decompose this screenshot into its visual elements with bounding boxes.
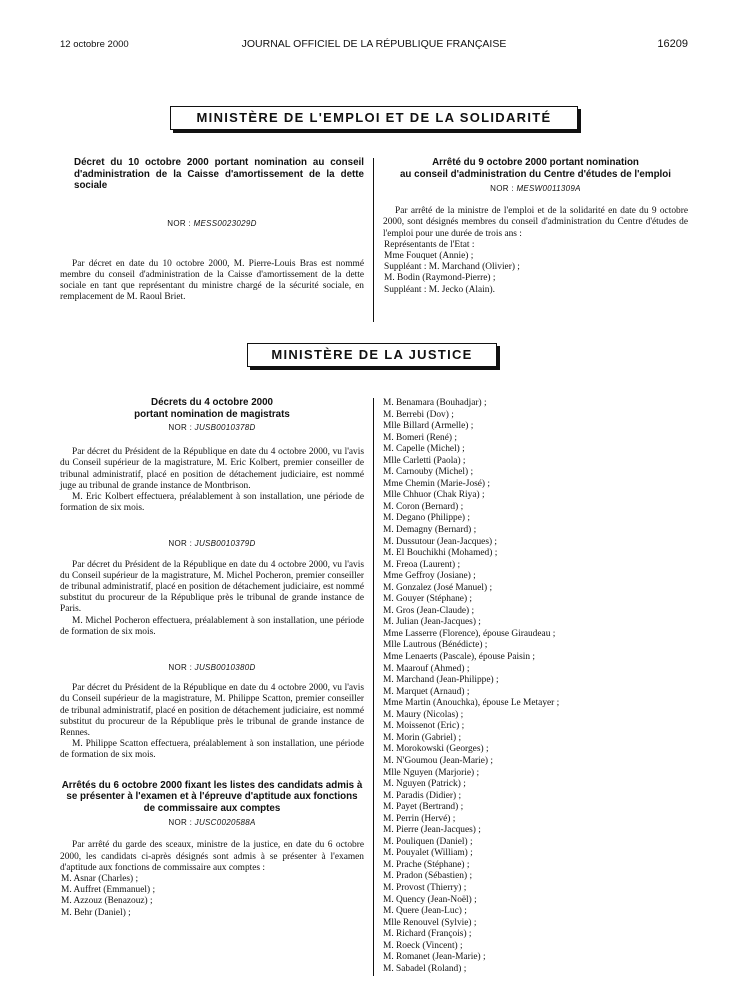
list-item: Mlle Chhuor (Chak Riya) ; bbox=[383, 490, 485, 501]
nor-reference: NOR : JUSC0020588A bbox=[168, 818, 256, 828]
candidates-list-right bbox=[383, 398, 693, 975]
list-item: Mme Fouquet (Annie) ; bbox=[384, 251, 474, 262]
list-item: M. Berrebi (Dov) ; bbox=[383, 409, 454, 420]
decret-scatton-text: Par décret du Président de la République en date du 4 octobre 2000, vu l'avis du Conseil supérieur de la magistrature, M. Philippe Scatton, premier conseiller de tribunal administratif, placé en position de détachement judiciaire, est nommé substitut du procureur de la République près le tribunal de grande instance de Rennes. bbox=[60, 683, 364, 739]
list-item: M. Gouyer (Stéphane) ; bbox=[383, 594, 473, 605]
list-item: M. Paradis (Didier) ; bbox=[383, 790, 462, 801]
list-item: M. Pierre (Jean-Jacques) ; bbox=[383, 825, 481, 836]
list-item: M. Demagny (Bernard) ; bbox=[383, 525, 477, 536]
list-item: M. Marchand (Jean-Philippe) ; bbox=[383, 675, 499, 686]
list-item: Mlle Lautrous (Bénédicte) ; bbox=[383, 640, 488, 651]
decret-caisse-text: Par décret en date du 10 octobre 2000, M. Pierre-Louis Bras est nommé membre du conseil d'administration de la Caisse d'amortissement de la dette sociale en tant que représentant du ministre chargé de la sécurité sociale, en remplacement de M. Raoul Briet. bbox=[60, 258, 364, 303]
list-item: M. Coron (Bernard) ; bbox=[383, 501, 464, 512]
list-item: Mme Geffroy (Josiane) ; bbox=[383, 571, 476, 582]
list-item: M. Nguyen (Patrick) ; bbox=[383, 779, 466, 790]
list-item: M. Behr (Daniel) ; bbox=[61, 907, 131, 918]
ministry-emploi-heading: MINISTÈRE DE L'EMPLOI ET DE LA SOLIDARITÉ bbox=[170, 106, 578, 130]
list-item: M. Moissenot (Eric) ; bbox=[383, 721, 465, 732]
list-item: M. Gonzalez (José Manuel) ; bbox=[383, 582, 493, 593]
ministry-justice-heading: MINISTÈRE DE LA JUSTICE bbox=[247, 343, 497, 367]
list-item: M. Perrin (Hervé) ; bbox=[383, 813, 456, 824]
arrete-centre-text: Par arrêté de la ministre de l'emploi et de la solidarité en date du 9 octobre 2000, sont désignés membres du conseil d'administration du Centre d'études de l'emploi pour une durée de trois ans : bbox=[383, 206, 688, 239]
decret-kolbert-text: Par décret du Président de la République en date du 4 octobre 2000, vu l'avis du Conseil supérieur de la magistrature, M. Eric Kolbert, premier conseiller de tribunal administratif, placé en position de détachement judiciaire, est nommé juge au tribunal de grande instance de Montbrison. bbox=[60, 447, 364, 491]
list-item: Suppléant : M. Marchand (Olivier) ; bbox=[384, 262, 520, 273]
arrete-centre-title: Arrêté du 9 octobre 2000 portant nomination au conseil d'administration du Centre d'études de l'emploi bbox=[399, 157, 671, 180]
list-item: M. Roeck (Vincent) ; bbox=[383, 940, 463, 951]
list-item: M. Maury (Nicolas) ; bbox=[383, 709, 464, 720]
list-item: M. Provost (Thierry) ; bbox=[383, 882, 467, 893]
list-item: M. Quere (Jean-Luc) ; bbox=[383, 906, 467, 917]
decrets-magistrats-section bbox=[60, 397, 364, 919]
header-date: 12 octobre 2000 bbox=[60, 39, 129, 50]
header-journal: JOURNAL OFFICIEL DE LA RÉPUBLIQUE FRANÇAISE bbox=[241, 38, 507, 50]
list-item: M. Morokowski (Georges) ; bbox=[383, 744, 489, 755]
list-item: M. Capelle (Michel) ; bbox=[383, 444, 465, 455]
list-item: M. Auffret (Emmanuel) ; bbox=[61, 885, 156, 896]
list-item: M. Gros (Jean-Claude) ; bbox=[383, 605, 475, 616]
list-item: M. Freoa (Laurent) ; bbox=[383, 559, 461, 570]
arretes-commissaires-title: Arrêtés du 6 octobre 2000 fixant les listes des candidats admis à se présenter à l'examen et à l'épreuve d'aptitude aux fonctions de commissaire aux comptes bbox=[61, 779, 363, 814]
list-item: Mme Lasserre (Florence), épouse Giraudeau ; bbox=[383, 628, 556, 639]
list-item: M. Julian (Jean-Jacques) ; bbox=[383, 617, 481, 628]
list-item: M. Pouyalet (William) ; bbox=[383, 848, 473, 859]
column-divider bbox=[373, 398, 374, 976]
list-item: M. Pradon (Sébastien) ; bbox=[383, 871, 473, 882]
list-item: Représentants de l'Etat : bbox=[384, 239, 475, 250]
list-item: Mme Martin (Anouchka), épouse Le Metayer ; bbox=[383, 698, 560, 709]
nor-reference: NOR : JUSB0010380D bbox=[168, 663, 256, 673]
list-item: M. Benamara (Bouhadjar) ; bbox=[383, 398, 487, 408]
list-item: M. Morin (Gabriel) ; bbox=[383, 732, 462, 743]
list-item: M. Dussutour (Jean-Jacques) ; bbox=[383, 536, 498, 547]
decret-caisse-title: Décret du 10 octobre 2000 portant nomination au conseil d'administration de la Caisse d'amortissement de la dette sociale bbox=[74, 157, 364, 191]
nor-reference: NOR : JUSB0010379D bbox=[168, 539, 256, 549]
list-item: M. Azzouz (Benazouz) ; bbox=[61, 896, 153, 907]
list-item: M. Carnouby (Michel) ; bbox=[383, 467, 474, 478]
list-item: M. Bodin (Raymond-Pierre) ; bbox=[384, 273, 496, 284]
list-item: Mlle Renouvel (Sylvie) ; bbox=[383, 917, 477, 928]
list-item: Suppléant : M. Jecko (Alain). bbox=[384, 284, 495, 295]
nor-reference: NOR : MESS0023029D bbox=[167, 218, 257, 228]
list-item: Mlle Carletti (Paola) ; bbox=[383, 455, 466, 466]
list-item: M. Bomeri (René) ; bbox=[383, 432, 457, 443]
list-item: M. Pouliquen (Daniel) ; bbox=[383, 836, 473, 847]
column-divider bbox=[373, 158, 374, 322]
decret-kolbert-formation: M. Eric Kolbert effectuera, préalablement à son installation, une période de formation de six mois. bbox=[60, 492, 364, 514]
list-item: M. Asnar (Charles) ; bbox=[61, 873, 139, 884]
list-item: Mlle Nguyen (Marjorie) ; bbox=[383, 767, 480, 778]
header-page-number: 16209 bbox=[657, 38, 688, 50]
list-item: M. Romanet (Jean-Marie) ; bbox=[383, 952, 486, 963]
list-item: M. Richard (François) ; bbox=[383, 929, 472, 940]
nor-reference: NOR : JUSB0010378D bbox=[168, 423, 256, 432]
page-header bbox=[60, 36, 688, 54]
decret-caisse-section bbox=[60, 157, 364, 304]
list-item: Mme Lenaerts (Pascale), épouse Paisin ; bbox=[383, 652, 536, 663]
list-item: M. Maarouf (Ahmed) ; bbox=[383, 663, 470, 674]
list-item: M. Sabadel (Roland) ; bbox=[383, 963, 467, 974]
decret-pocheron-text: Par décret du Président de la République en date du 4 octobre 2000, vu l'avis du Conseil supérieur de la magistrature, M. Michel Pocheron, premier conseiller de tribunal administratif, placé en position de détachement judiciaire, est nommé substitut du procureur de la République près le tribunal de grande instance de Paris. bbox=[60, 559, 364, 615]
decret-scatton-formation: M. Philippe Scatton effectuera, préalablement à son installation, une période de formation de six mois. bbox=[60, 739, 364, 761]
list-item: Mlle Billard (Armelle) ; bbox=[383, 421, 474, 432]
nor-reference: NOR : MESW0011309A bbox=[490, 184, 581, 193]
list-item: M. Degano (Philippe) ; bbox=[383, 513, 470, 524]
list-item: M. Prache (Stéphane) ; bbox=[383, 859, 470, 870]
decrets-magistrats-title: Décrets du 4 octobre 2000 portant nomination de magistrats bbox=[134, 397, 290, 420]
list-item: M. Marquet (Arnaud) ; bbox=[383, 686, 470, 697]
arrete-centre-section bbox=[383, 157, 688, 296]
list-item: M. El Bouchikhi (Mohamed) ; bbox=[383, 548, 498, 559]
decret-pocheron-formation: M. Michel Pocheron effectuera, préalablement à son installation, une période de formation de six mois. bbox=[60, 615, 364, 637]
list-item: M. N'Goumou (Jean-Marie) ; bbox=[383, 755, 493, 766]
list-item: Mme Chemin (Marie-José) ; bbox=[383, 478, 491, 489]
list-item: M. Quency (Jean-Noël) ; bbox=[383, 894, 477, 905]
arretes-commissaires-text: Par arrêté du garde des sceaux, ministre de la justice, en date du 6 octobre 2000, les candidats ci-après désignés sont admis à se présenter à l'examen d'aptitude aux fonctions de commissaire aux comptes : bbox=[60, 840, 364, 873]
list-item: M. Payet (Bertrand) ; bbox=[383, 802, 464, 813]
